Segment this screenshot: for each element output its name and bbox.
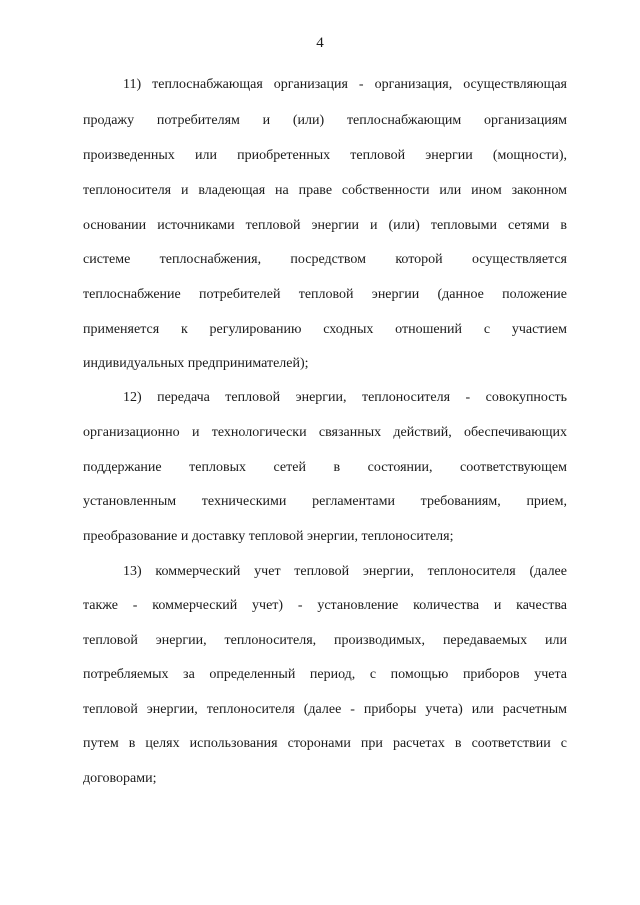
paragraph-11-line: применяется к регулированию сходных отношений с участием: [83, 322, 567, 337]
page-number: 4: [316, 35, 324, 51]
paragraph-11-line: теплоносителя и владеющая на праве собственности или ином законном: [83, 183, 567, 198]
paragraph-13-line: также - коммерческий учет) - установление количества и качества: [83, 598, 567, 613]
paragraph-11-line: основании источниками тепловой энергии и (или) тепловыми сетями в: [83, 218, 567, 233]
paragraph-13-line: путем в целях использования сторонами при расчетах в соответствии с: [83, 736, 567, 751]
paragraph-11-line: системе теплоснабжения, посредством которой осуществляется: [83, 252, 567, 267]
paragraph-13-line: договорами;: [83, 771, 157, 786]
paragraph-11-line: 11) теплоснабжающая организация - организация, осуществляющая: [123, 77, 567, 92]
paragraph-12-line: 12) передача тепловой энергии, теплоносителя - совокупность: [123, 390, 567, 405]
paragraph-12-line: установленным техническими регламентами требованиям, прием,: [83, 494, 567, 509]
paragraph-12-line: поддержание тепловых сетей в состоянии, соответствующем: [83, 460, 567, 475]
paragraph-12-line: организационно и технологически связанных действий, обеспечивающих: [83, 425, 567, 440]
paragraph-13-line: 13) коммерческий учет тепловой энергии, теплоносителя (далее: [123, 564, 567, 579]
paragraph-12-line: преобразование и доставку тепловой энергии, теплоносителя;: [83, 529, 454, 544]
paragraph-11-line: теплоснабжение потребителей тепловой энергии (данное положение: [83, 287, 567, 302]
paragraph-11-line: индивидуальных предпринимателей);: [83, 356, 309, 371]
paragraph-13-line: тепловой энергии, теплоносителя, производимых, передаваемых или: [83, 633, 567, 648]
paragraph-13-line: потребляемых за определенный период, с помощью приборов учета: [83, 667, 567, 682]
paragraph-11-line: продажу потребителям и (или) теплоснабжающим организациям: [83, 113, 567, 128]
paragraph-11-line: произведенных или приобретенных тепловой энергии (мощности),: [83, 148, 567, 163]
paragraph-13-line: тепловой энергии, теплоносителя (далее - приборы учета) или расчетным: [83, 702, 567, 717]
